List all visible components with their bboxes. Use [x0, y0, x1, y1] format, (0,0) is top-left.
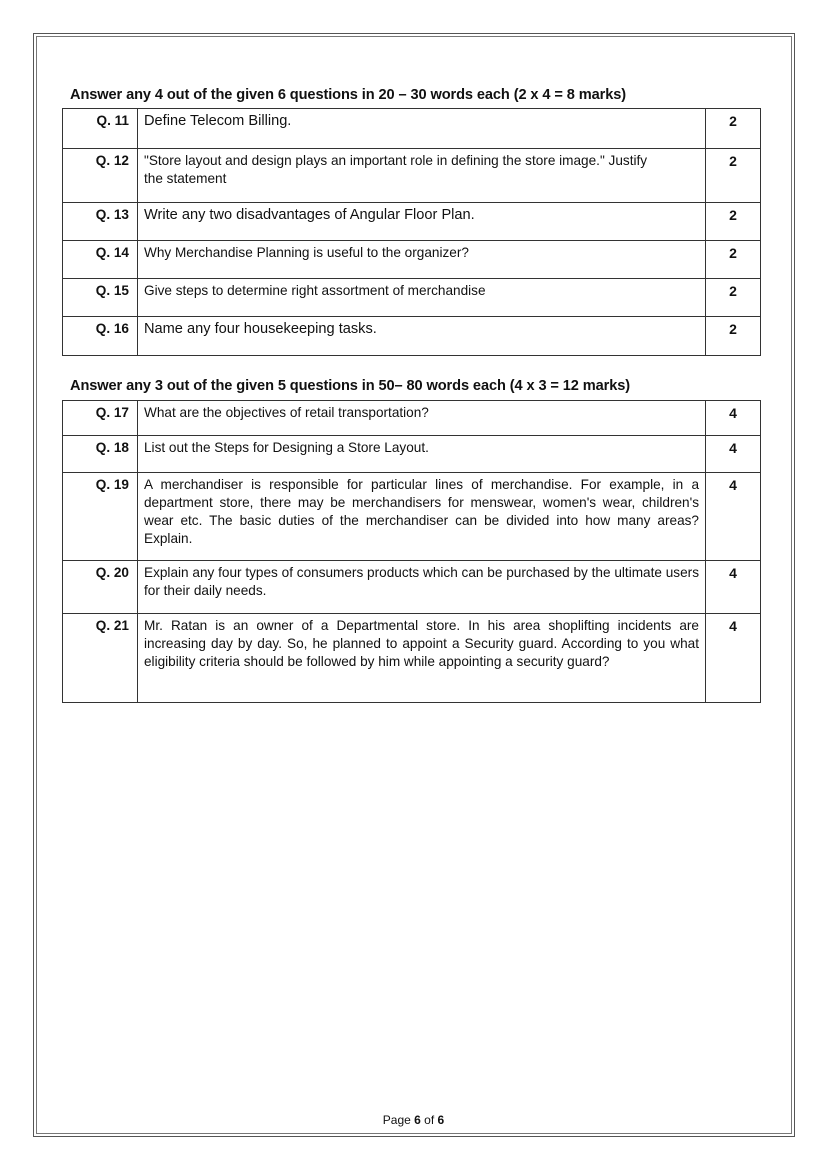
question-text: Mr. Ratan is an owner of a Departmental store. In his area shoplifting incidents are increasing day by day. So, he planned to appoint a Security guard. According to you what eligibility criteria should be followed by him while appointing a security guard?: [138, 614, 706, 703]
question-text: Define Telecom Billing.: [138, 109, 706, 149]
question-row: [63, 279, 761, 317]
question-text: Explain any four types of consumers products which can be purchased by the ultimate users for their daily needs.: [138, 561, 706, 614]
question-row: [63, 109, 761, 149]
question-text: A merchandiser is responsible for particular lines of merchandise. For example, in a department store, there may be merchandisers for menswear, women's wear, children's wear etc. The basic duties of the merchandiser can be divided into how many areas? Explain.: [138, 473, 706, 561]
question-number: Q. 21: [63, 614, 138, 703]
question-marks: 4: [706, 473, 761, 561]
question-marks: 4: [706, 401, 761, 436]
question-row: [63, 203, 761, 241]
question-number: Q. 16: [63, 317, 138, 356]
question-row: [63, 473, 761, 561]
question-text: Why Merchandise Planning is useful to the organizer?: [138, 241, 706, 279]
question-number: Q. 14: [63, 241, 138, 279]
total-pages: 6: [437, 1113, 445, 1127]
question-number: Q. 11: [63, 109, 138, 149]
section-b-table: [62, 400, 761, 703]
section-b-heading: Answer any 3 out of the given 5 questions in 50– 80 words each (4 x 3 = 12 marks): [70, 378, 631, 394]
question-number: Q. 19: [63, 473, 138, 561]
question-text: What are the objectives of retail transportation?: [138, 401, 706, 436]
question-marks: 2: [706, 203, 761, 241]
question-number: Q. 17: [63, 401, 138, 436]
page-label: Page: [382, 1113, 411, 1127]
question-row: [63, 317, 761, 356]
question-number: Q. 15: [63, 279, 138, 317]
question-row: [63, 614, 761, 703]
question-marks: 2: [706, 241, 761, 279]
question-number: Q. 20: [63, 561, 138, 614]
question-marks: 2: [706, 317, 761, 356]
question-marks: 2: [706, 149, 761, 203]
question-number: Q. 12: [63, 149, 138, 203]
question-row: [63, 149, 761, 203]
page-number: [0, 1113, 827, 1127]
current-page: 6: [414, 1113, 421, 1127]
question-marks: 2: [706, 109, 761, 149]
question-text: Give steps to determine right assortment of merchandise: [138, 279, 706, 317]
question-row: [63, 401, 761, 436]
question-row: [63, 241, 761, 279]
question-text: "Store layout and design plays an important role in defining the store image." Justify the statement: [138, 149, 706, 203]
question-marks: 4: [706, 436, 761, 473]
question-row: [63, 436, 761, 473]
question-marks: 4: [706, 561, 761, 614]
question-number: Q. 18: [63, 436, 138, 473]
question-marks: 2: [706, 279, 761, 317]
question-text: Name any four housekeeping tasks.: [138, 317, 706, 356]
section-a-heading: Answer any 4 out of the given 6 questions in 20 – 30 words each (2 x 4 = 8 marks): [70, 87, 626, 103]
question-row: [63, 561, 761, 614]
question-text: Write any two disadvantages of Angular Floor Plan.: [138, 203, 706, 241]
section-a-table: [62, 108, 761, 356]
question-text: List out the Steps for Designing a Store Layout.: [138, 436, 706, 473]
question-marks: 4: [706, 614, 761, 703]
question-number: Q. 13: [63, 203, 138, 241]
of-label: of: [424, 1113, 435, 1127]
